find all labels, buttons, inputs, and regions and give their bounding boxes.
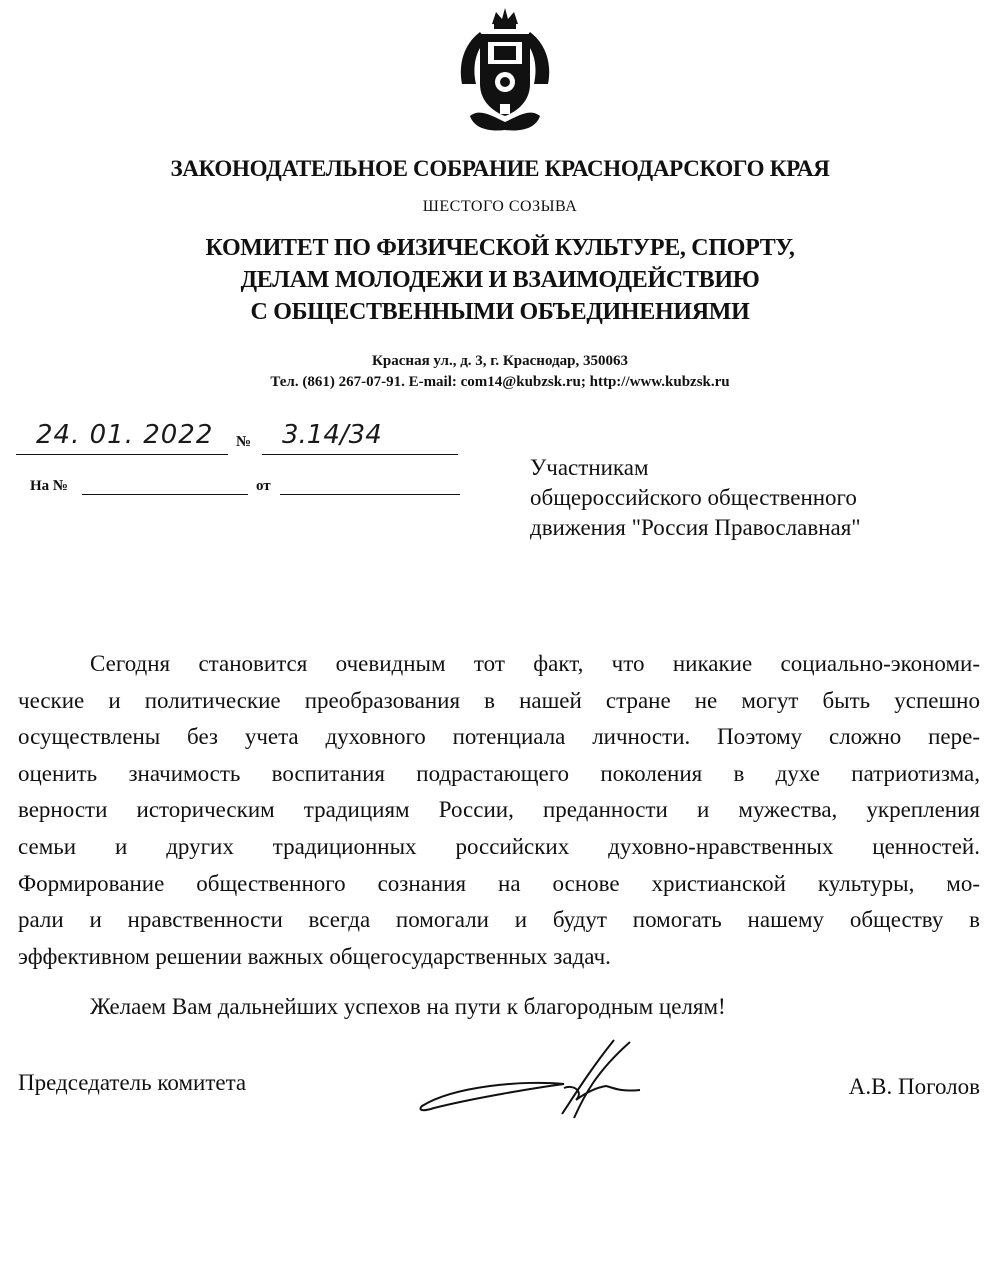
body-line: ческие и политические преобразования в нашей стране не могут быть успешно — [18, 687, 980, 713]
body-line: семьи и других традиционных российских духовно-нравственных ценностей. — [18, 833, 980, 859]
addressee-line: Участникам — [530, 455, 649, 480]
registration-date: 24. 01. 2022 — [36, 420, 214, 450]
body-line: осуществлены без учета духовного потенциала личности. Поэтому сложно пере- — [18, 724, 980, 750]
committee-line: КОМИТЕТ ПО ФИЗИЧЕСКОЙ КУЛЬТУРЕ, СПОРТУ, — [205, 235, 795, 261]
signatory-title: Председатель комитета — [18, 1070, 247, 1095]
addressee-block — [530, 453, 861, 543]
signatory-name: А.В. Поголов — [848, 1074, 980, 1099]
committee-line: С ОБЩЕСТВЕННЫМИ ОБЪЕДИНЕНИЯМИ — [250, 299, 750, 325]
addressee-line: движения "Россия Православная" — [530, 515, 861, 540]
reply-number-label: На № — [30, 478, 68, 494]
organization-name: ЗАКОНОДАТЕЛЬНОЕ СОБРАНИЕ КРАСНОДАРСКОГО КРАЯ — [170, 156, 830, 181]
body-line: рали и нравственности всегда помогали и будут помогать нашему обществу в — [18, 907, 980, 933]
number-label: № — [236, 434, 252, 450]
contact-info: Тел. (861) 267-07-91. E-mail: com14@kubzsk.ru; http://www.kubzsk.ru — [270, 374, 730, 390]
convocation-label: ШЕСТОГО СОЗЫВА — [422, 198, 578, 215]
date-underline — [16, 454, 228, 455]
committee-line: ДЕЛАМ МОЛОДЕЖИ И ВЗАИМОДЕЙСТВИЮ — [240, 267, 760, 293]
committee-address-block — [0, 351, 1000, 393]
reply-number-line — [82, 494, 248, 495]
closing-wish: Желаем Вам дальнейших успехов на пути к благородным целям! — [90, 994, 726, 1019]
letter-body — [18, 646, 980, 975]
coat-of-arms-icon — [450, 4, 560, 136]
committee-name — [0, 232, 1000, 328]
reply-date-label: от — [256, 478, 271, 494]
body-line: верности историческим традициям России, преданности и мужества, укрепления — [18, 797, 980, 823]
body-line: Сегодня становится очевидным тот факт, что никакие социально-экономи- — [90, 651, 980, 676]
addressee-line: общероссийского общественного — [530, 485, 857, 510]
body-line: оценить значимость воспитания подрастающего поколения в духе патриотизма, — [18, 760, 980, 786]
number-underline — [262, 454, 458, 455]
body-line: Формирование общественного сознания на основе христианской культуры, мо- — [18, 870, 980, 896]
postal-address: Красная ул., д. 3, г. Краснодар, 350063 — [372, 353, 628, 369]
registration-number: 3.14/34 — [282, 420, 382, 450]
handwritten-signature-icon — [414, 1026, 654, 1126]
body-line: эффективном решении важных общегосударственных задач. — [18, 943, 611, 969]
reply-date-line — [280, 494, 460, 495]
